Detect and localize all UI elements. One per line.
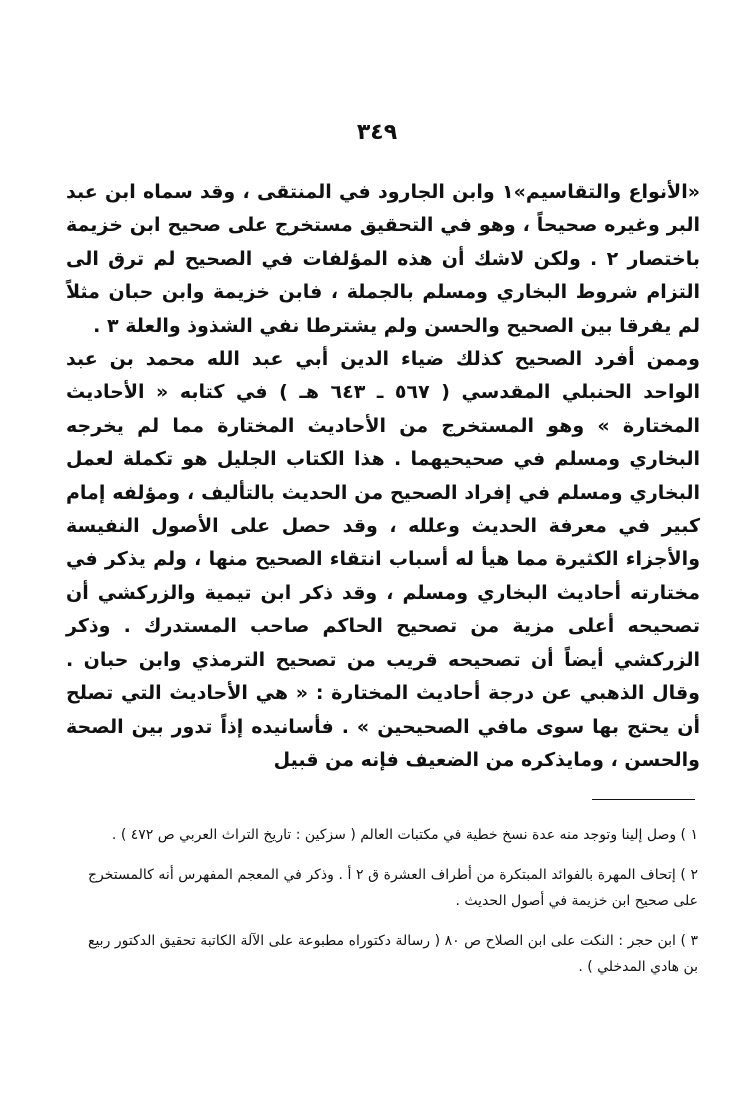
footnote-3: ٣ ) ابن حجر : النكت على ابن الصلاح ص ٨٠ ( رسالة دكتوراه مطبوعة على الآلة الكاتبة تحقيق الدكتور ربيع بن هادي المدخلي ) .: [88, 933, 698, 975]
footnotes: [88, 822, 698, 994]
main-text: [66, 176, 700, 777]
paragraph: «الأنواع والتقاسيم»١ وابن الجارود في المنتقى ، وقد سماه ابن عبد البر وغيره صحيحاً ، وهو في التحقيق مستخرج على صحيح ابن خزيمة باختصار ٢ . ولكن لاشك أن هذه المؤلفات في الصحيح لم ترق الى التزام شروط البخاري ومسلم بالجملة ، فابن خزيمة وابن حبان مثلاً لم يفرقا بين الصحيح والحسن ولم يشترطا نفي الشذوذ والعلة ٣ .: [66, 181, 700, 337]
page-number: ٣٤٩: [356, 120, 398, 145]
footnote-1: ١ ) وصل إلينا وتوجد منه عدة نسخ خطية في مكتبات العالم ( سزكين : تاريخ التراث العربي ص ٤٧٢ ) .: [111, 827, 698, 843]
footnote-separator: [592, 799, 695, 800]
footnote-2: ٢ ) إتحاف المهرة بالفوائد المبتكرة من أطراف العشرة ق ٢ أ . وذكر في المعجم المفهرس أنه كالمستخرج على صحيح ابن خزيمة في أصول الحديث .: [88, 867, 698, 909]
paragraph: وممن أفرد الصحيح كذلك ضياء الدين أبي عبد الله محمد بن عبد الواحد الحنبلي المقدسي ( ٥٦٧ ـ ٦٤٣ هـ ) في كتابه « الأحاديث المختارة » وهو المستخرج من الأحاديث المختارة مما لم يخرجه البخاري ومسلم في صحيحيهما . هذا الكتاب الجليل هو تكملة لعمل البخاري ومسلم في إفراد الصحيح من الحديث بالتأليف ، ومؤلفه إمام كبير في معرفة الحديث وعلله ، وقد حصل على الأصول النفيسة والأجزاء الكثيرة مما هيأ له أسباب انتقاء الصحيح منها ، ولم يذكر في مختارته أحاديث البخاري ومسلم ، وقد ذكر ابن تيمية والزركشي أن تصحيحه أعلى مزية من تصحيح الحاكم صاحب المستدرك . وذكر الزركشي أيضاً أن تصحيحه قريب من تصحيح الترمذي وابن حبان . وقال الذهبي عن درجة أحاديث المختارة : « هي الأحاديث التي تصلح أن يحتج بها سوى مافي الصحيحين » . فأسانيده إذاً تدور بين الصحة والحسن ، ومايذكره من الضعيف فإنه من قبيل: [66, 348, 701, 771]
